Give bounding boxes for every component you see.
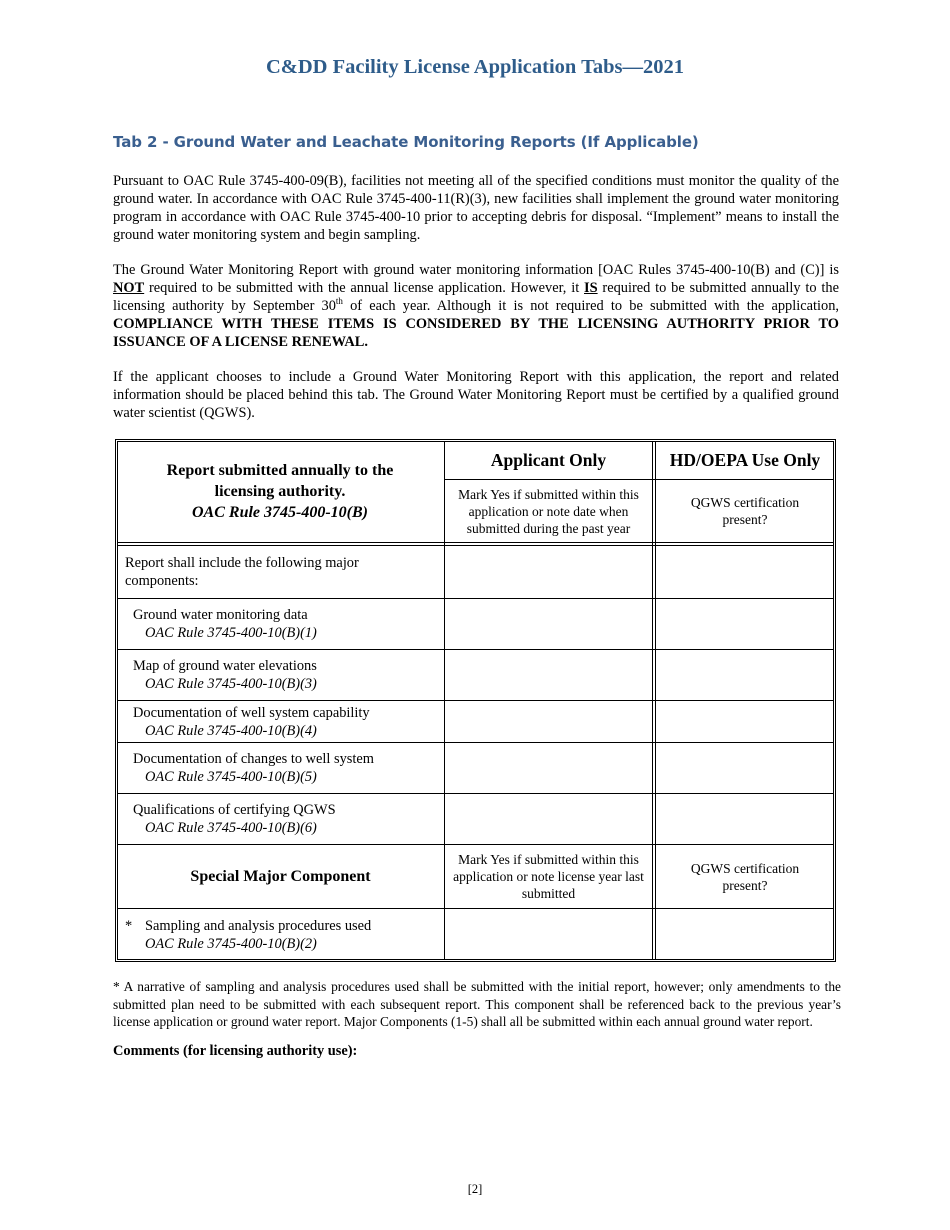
- p2-compliance-notice: COMPLIANCE WITH THESE ITEMS IS CONSIDERED BY THE LICENSING AUTHORITY PRIOR TO ISSUANCE OF A LICENSE RENEWAL.: [113, 316, 839, 350]
- row-label: Map of ground water elevations: [133, 658, 317, 674]
- row-rule: OAC Rule 3745-400-10(B)(2): [145, 935, 317, 952]
- p2-text-d: of each year. Although it is not required to be submitted with the application,: [342, 298, 839, 314]
- row-label: Documentation of well system capability: [133, 704, 370, 721]
- special-qgws-question: QGWS certification present?: [690, 860, 800, 893]
- comments-label: Comments (for licensing authority use):: [113, 1043, 358, 1059]
- row-label: Ground water monitoring data: [133, 607, 308, 623]
- row-rule: OAC Rule 3745-400-10(B)(6): [145, 820, 317, 836]
- paragraph-implementation: Pursuant to OAC Rule 3745-400-09(B), facilities not meeting all of the specified conditions must monitor the quality of the ground water. In accordance with OAC Rule 3745-400-11(R)(3), new facilities shall implement the ground water monitoring program in accordance with OAC Rule 3745-400-10 prior to accepting debris for disposal. “Implement” means to install the ground water monitoring system and begin sampling.: [113, 173, 839, 243]
- row-qgws-qualifications: [133, 794, 438, 844]
- section-heading: Tab 2 - Ground Water and Leachate Monitoring Reports (If Applicable): [113, 133, 699, 151]
- header-hd-oepa-only: HD/OEPA Use Only: [669, 449, 821, 470]
- row-rule: OAC Rule 3745-400-10(B)(4): [145, 722, 317, 739]
- page-title: C&DD Facility License Application Tabs—2021: [265, 56, 684, 78]
- footnote-star-marker: *: [125, 917, 133, 934]
- p2-not-emphasis: NOT: [113, 280, 145, 296]
- header-bottom-line-a: [117, 542, 834, 543]
- p2-text-c: required to be submitted annually to the licensing authority by September 30: [113, 280, 839, 314]
- row-label: Qualifications of certifying QGWS: [133, 802, 336, 818]
- special-applicant-instructions: Mark Yes if submitted within this application or note license year last submitted: [453, 852, 644, 901]
- header-qgws-question: QGWS certification present?: [690, 495, 800, 527]
- row-well-capability: [133, 701, 438, 742]
- header-applicant-instructions: Mark Yes if submitted within this application or note date when submitted during the past year: [458, 486, 639, 536]
- header-report-rule: OAC Rule 3745-400-10(B): [192, 504, 368, 521]
- special-major-component-label: Special Major Component: [190, 867, 371, 885]
- page-number: [2]: [467, 1182, 483, 1196]
- row-map-elevations: [133, 650, 438, 700]
- row-rule: OAC Rule 3745-400-10(B)(3): [145, 676, 317, 692]
- monitoring-report-table: [115, 439, 836, 962]
- paragraph-report-requirement: [113, 261, 839, 351]
- row-rule: OAC Rule 3745-400-10(B)(5): [145, 769, 317, 785]
- p2-is-emphasis: IS: [584, 280, 598, 296]
- row-label: Documentation of changes to well system: [133, 751, 374, 767]
- header-report-label: Report submitted annually to the licensing authority.: [166, 462, 394, 500]
- paragraph-include-report: If the applicant chooses to include a Ground Water Monitoring Report with this application, the report and related information should be placed behind this tab. The Ground Water Monitoring Report must be certified by a qualified ground water scientist (QGWS).: [113, 369, 839, 421]
- p2-text-b: required to be submitted with the annual license application. However, it: [144, 280, 584, 296]
- row-label: Sampling and analysis procedures used: [145, 917, 372, 934]
- header-report-cell: [135, 441, 425, 542]
- row-rule: OAC Rule 3745-400-10(B)(1): [145, 625, 317, 641]
- row-ground-water-data: [133, 599, 438, 649]
- intro-row-label: Report shall include the following major components:: [125, 555, 359, 589]
- row-sampling-procedures: [125, 909, 440, 960]
- footnote-text: * A narrative of sampling and analysis procedures used shall be submitted with the initial report, however; only amendments to the submitted plan need to be submitted with each subsequent report. This component shall be referenced back to the previous year’s license application or ground water report. Major Components (1-5) shall all be submitted within each annual ground water report.: [113, 979, 841, 1029]
- p2-superscript: th: [335, 296, 343, 307]
- header-applicant-only: Applicant Only: [490, 449, 607, 470]
- row-well-changes: [133, 743, 438, 793]
- p2-text-a: The Ground Water Monitoring Report with ground water monitoring information [OAC Rules 3745-400-10(B) and (C)] is: [113, 262, 839, 278]
